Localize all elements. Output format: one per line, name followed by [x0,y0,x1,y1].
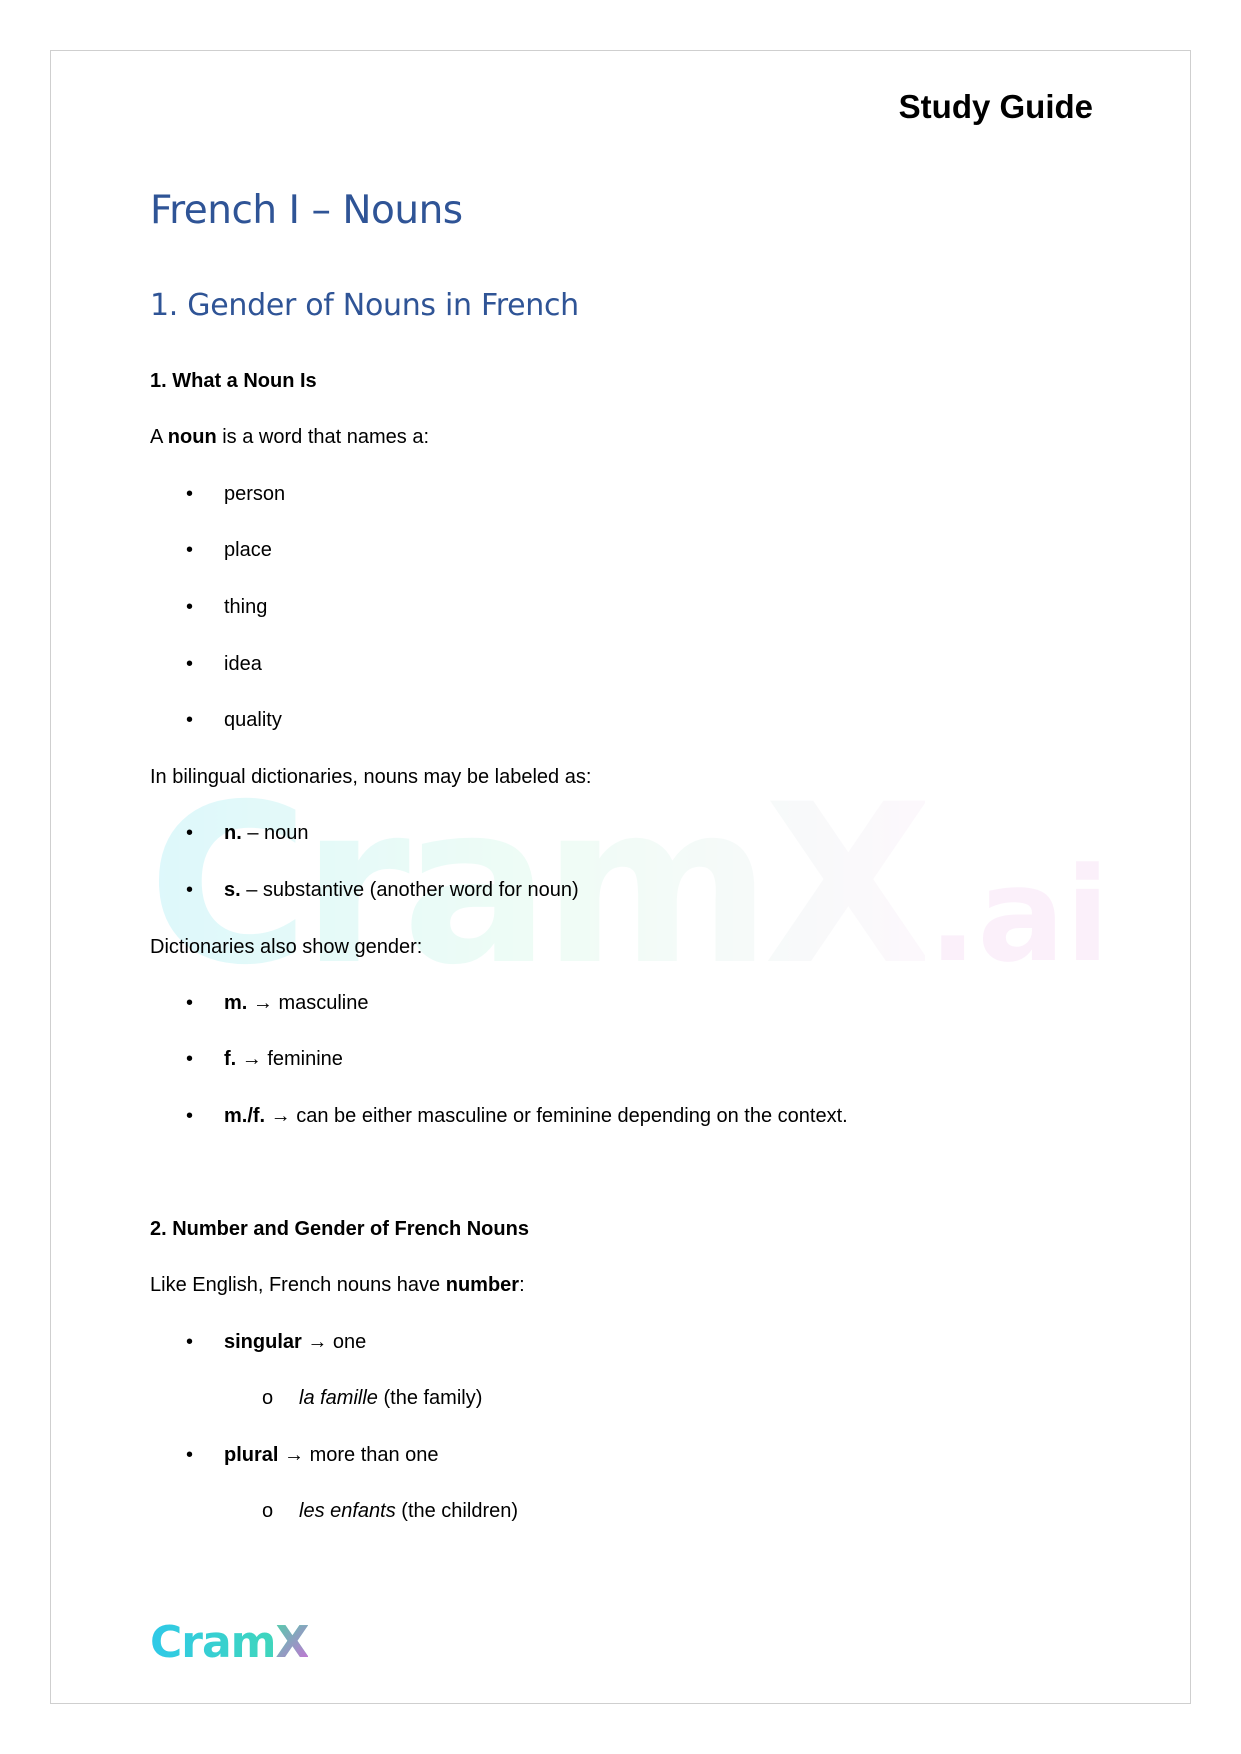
bullet-icon: • [186,596,194,618]
subheading-what-a-noun-is: 1. What a Noun Is [150,370,317,392]
bullet-icon: • [186,992,194,1014]
list-item: idea [224,653,262,675]
subheading-number-and-gender: 2. Number and Gender of French Nouns [150,1218,529,1240]
bullet-icon: • [186,709,194,731]
bullet-icon: • [186,483,194,505]
bullet-icon: • [186,653,194,675]
section-heading: 1. Gender of Nouns in French [150,288,579,323]
bullet-icon: • [186,1048,194,1070]
watermark-suffix: .ai [928,839,1110,991]
list-item: n. – noun [224,822,309,844]
bullet-icon: • [186,879,194,901]
bullet-icon: • [186,1105,194,1127]
list-item: m./f. → can be either masculine or feminine depending on the context. [224,1105,848,1127]
list-item: plural → more than one [224,1444,439,1466]
document-title: French I – Nouns [150,188,463,233]
circle-bullet-icon: o [262,1500,274,1522]
list-item: quality [224,709,282,731]
gender-intro: Dictionaries also show gender: [150,936,423,958]
bullet-icon: • [186,1444,194,1466]
list-item: place [224,539,272,561]
noun-intro: A noun is a word that names a: [150,426,429,448]
list-item: thing [224,596,268,618]
list-item: f. → feminine [224,1048,343,1070]
bullet-icon: • [186,539,194,561]
list-item: s. – substantive (another word for noun) [224,879,579,901]
watermark-text: CramX [148,757,926,1013]
bullet-icon: • [186,1331,194,1353]
list-item: person [224,483,286,505]
example-item: la famille (the family) [299,1387,483,1409]
example-item: les enfants (the children) [299,1500,519,1522]
circle-bullet-icon: o [262,1387,274,1409]
bullet-icon: • [186,822,194,844]
number-intro: Like English, French nouns have number: [150,1274,525,1296]
list-item: singular → one [224,1331,367,1353]
cramx-logo: CramX [150,1617,309,1668]
header-label: Study Guide [898,88,1093,125]
list-item: m. → masculine [224,992,369,1014]
dictionary-intro: In bilingual dictionaries, nouns may be labeled as: [150,766,592,788]
